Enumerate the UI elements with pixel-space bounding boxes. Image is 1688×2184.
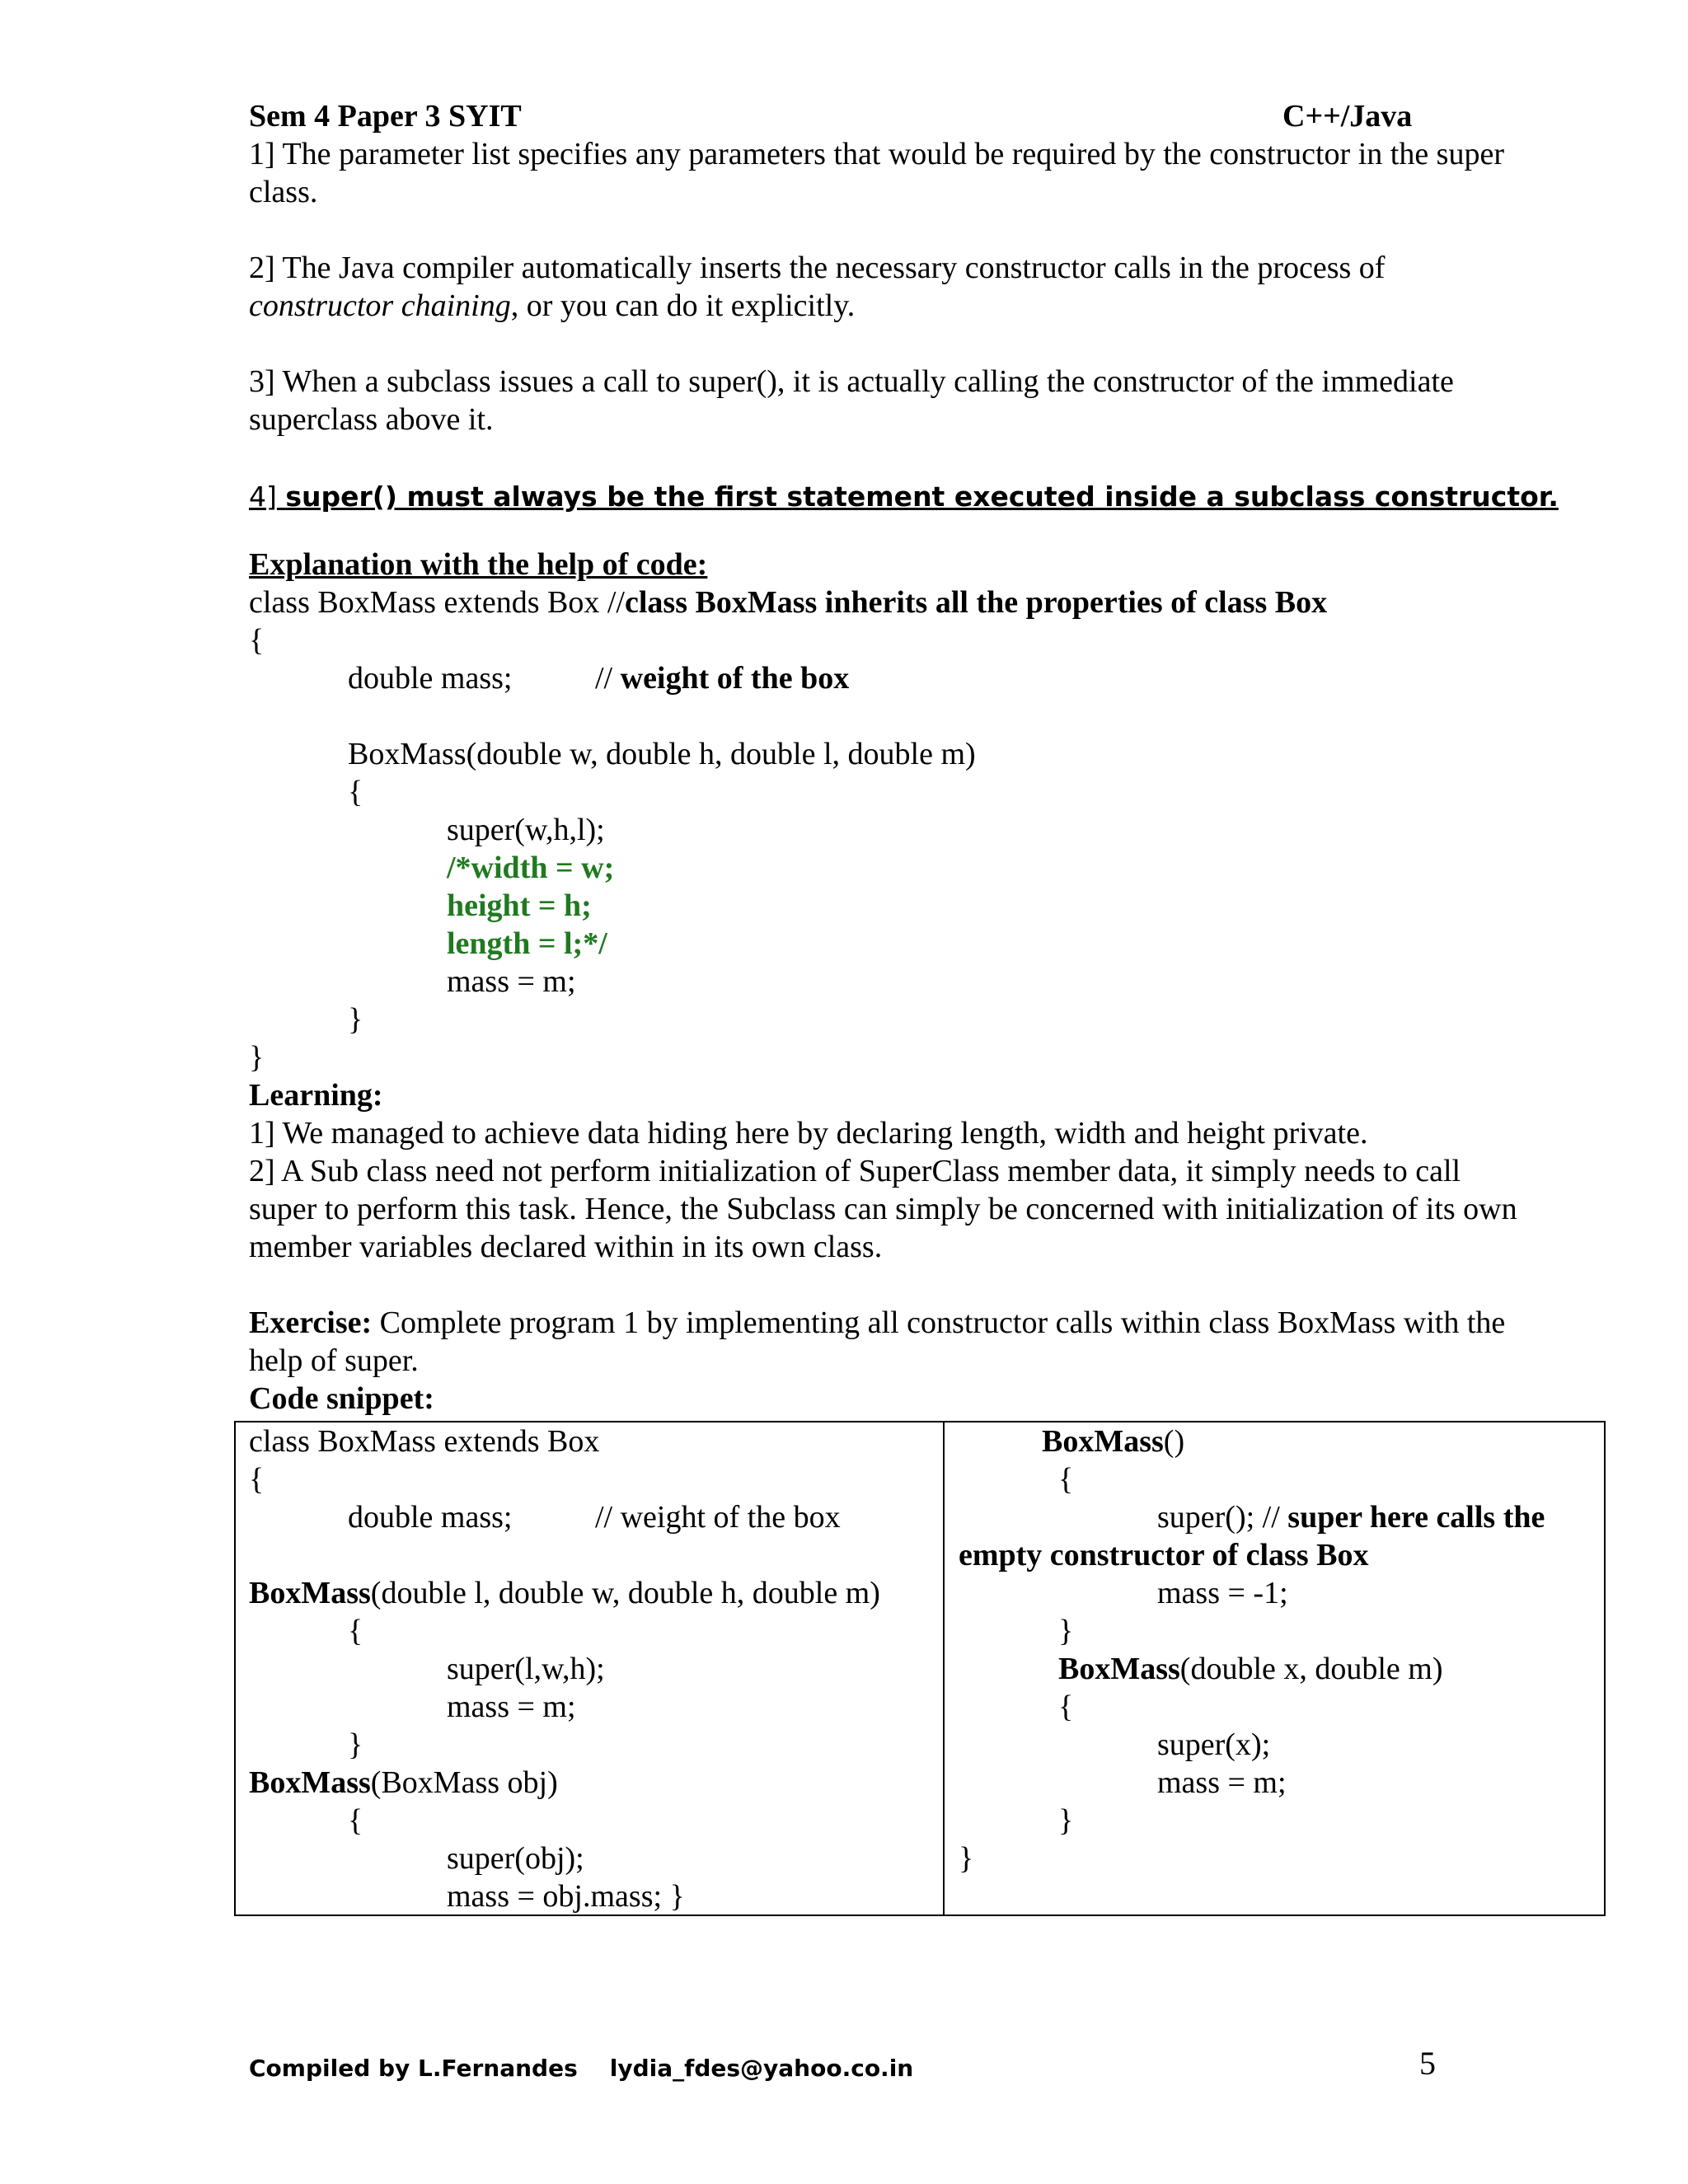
learning-2-line-3: member variables declared within in its own class. bbox=[249, 1230, 883, 1264]
ctor-name: BoxMass bbox=[249, 1576, 371, 1610]
snippet-left-line-2: { bbox=[249, 1462, 265, 1497]
point-1-line-2: class. bbox=[249, 175, 318, 209]
snippet-left-line-8: } bbox=[348, 1727, 363, 1762]
ctor-name: BoxMass bbox=[249, 1765, 371, 1800]
class-open-brace: { bbox=[249, 623, 265, 658]
ctor-params: () bbox=[1163, 1424, 1185, 1459]
point-2-line-2-rest: , or you can do it explicitly. bbox=[510, 288, 856, 323]
snippet-left-line-6: super(l,w,h); bbox=[447, 1652, 605, 1686]
snippet-left-ctor-1 bbox=[249, 1574, 880, 1612]
snippet-right-line-5: mass = -1; bbox=[1157, 1576, 1288, 1610]
point-4-prefix: 4] bbox=[249, 480, 277, 513]
mass-assignment: mass = m; bbox=[447, 964, 576, 999]
footer-compiled-by: Compiled by L.Fernandes bbox=[249, 2055, 578, 2082]
point-1-line-1: 1] The parameter list specifies any parameters that would be required by the constructor in the super bbox=[249, 137, 1504, 171]
header-left: Sem 4 Paper 3 SYIT bbox=[249, 99, 522, 134]
snippet-left-mass-field: double mass; bbox=[348, 1500, 513, 1535]
snippet-left-line-12: mass = obj.mass; } bbox=[447, 1879, 685, 1914]
snippet-right-line-8: { bbox=[1058, 1690, 1074, 1724]
snippet-left-ctor-2 bbox=[249, 1764, 558, 1802]
point-3-line-1: 3] When a subclass issues a call to super(), it is actually calling the constructor of the immediate bbox=[249, 364, 1454, 399]
super-call: super(w,h,l); bbox=[447, 813, 605, 847]
super-call: super(); // bbox=[1157, 1500, 1288, 1535]
snippet-right-line-3 bbox=[1157, 1498, 1545, 1536]
point-4 bbox=[249, 480, 1559, 514]
ctor-name: BoxMass bbox=[1058, 1652, 1180, 1686]
learning-2-line-2: super to perform this task. Hence, the Subclass can simply be concerned with initialization of its own bbox=[249, 1192, 1517, 1226]
snippet-left-line-10: { bbox=[348, 1803, 363, 1838]
point-2-line-2 bbox=[249, 287, 855, 325]
snippet-left-line-11: super(obj); bbox=[447, 1841, 584, 1876]
learning-2-line-1: 2] A Sub class need not perform initialization of SuperClass member data, it simply needs to call bbox=[249, 1154, 1461, 1188]
ctor-params: (BoxMass obj) bbox=[370, 1765, 558, 1800]
exercise-text: Complete program 1 by implementing all constructor calls within class BoxMass with the bbox=[372, 1305, 1506, 1340]
comment-slashes: // bbox=[595, 661, 621, 696]
footer-email: lydia_fdes@yahoo.co.in bbox=[609, 2055, 914, 2082]
footer-credit bbox=[249, 2054, 913, 2083]
constructor-chaining-term: constructor chaining bbox=[249, 288, 511, 323]
snippet-right-line-4: empty constructor of class Box bbox=[959, 1538, 1369, 1572]
class-declaration: class BoxMass extends Box // bbox=[249, 585, 625, 620]
ctor-params: (double l, double w, double h, double m) bbox=[370, 1576, 880, 1610]
mass-field: double mass; bbox=[348, 661, 513, 696]
commented-width: /*width = w; bbox=[447, 851, 615, 885]
snippet-left-line-7: mass = m; bbox=[447, 1690, 576, 1724]
ctor-params: (double x, double m) bbox=[1179, 1652, 1443, 1686]
super-comment: super here calls the bbox=[1287, 1500, 1545, 1535]
explanation-class-line bbox=[249, 583, 1327, 621]
constructor-close-brace: } bbox=[348, 1002, 363, 1037]
snippet-right-ctor-2 bbox=[1058, 1650, 1443, 1688]
constructor-open-brace: { bbox=[348, 775, 363, 809]
mass-field-comment bbox=[595, 659, 849, 697]
snippet-left-line-5: { bbox=[348, 1614, 363, 1648]
point-2-line-1: 2] The Java compiler automatically inserts the necessary constructor calls in the process of bbox=[249, 251, 1386, 285]
page-number: 5 bbox=[1419, 2045, 1436, 2082]
snippet-right-line-2: { bbox=[1058, 1462, 1074, 1497]
explanation-heading: Explanation with the help of code: bbox=[249, 547, 708, 582]
class-comment: class BoxMass inherits all the properties of class Box bbox=[624, 585, 1328, 620]
point-4-text: super() must always be the first statement executed inside a subclass constructor. bbox=[285, 480, 1559, 513]
commented-height: height = h; bbox=[447, 888, 592, 923]
exercise-line-2: help of super. bbox=[249, 1343, 419, 1378]
class-close-brace: } bbox=[249, 1040, 265, 1075]
snippet-right-line-12: } bbox=[959, 1841, 974, 1876]
snippet-left-mass-comment: // weight of the box bbox=[595, 1500, 841, 1535]
snippet-right-line-6: } bbox=[1058, 1614, 1074, 1648]
comment-text: weight of the box bbox=[620, 661, 850, 696]
point-3-line-2: superclass above it. bbox=[249, 402, 494, 437]
snippet-left-line-1: class BoxMass extends Box bbox=[249, 1424, 600, 1459]
ctor-name: BoxMass bbox=[1042, 1424, 1164, 1459]
snippet-right-ctor-1 bbox=[1042, 1422, 1184, 1460]
learning-heading: Learning: bbox=[249, 1078, 383, 1113]
constructor-signature: BoxMass(double w, double h, double l, double m) bbox=[348, 737, 976, 771]
snippet-right-line-9: super(x); bbox=[1157, 1727, 1271, 1762]
snippet-right-line-11: } bbox=[1058, 1803, 1074, 1838]
code-snippet-label: Code snippet: bbox=[249, 1381, 434, 1416]
snippet-right-line-10: mass = m; bbox=[1157, 1765, 1287, 1800]
header-right: C++/Java bbox=[1282, 99, 1413, 134]
exercise-line-1 bbox=[249, 1304, 1505, 1342]
learning-1: 1] We managed to achieve data hiding here by declaring length, width and height private. bbox=[249, 1116, 1368, 1151]
commented-length: length = l;*/ bbox=[447, 926, 607, 961]
exercise-label: Exercise: bbox=[249, 1305, 373, 1340]
